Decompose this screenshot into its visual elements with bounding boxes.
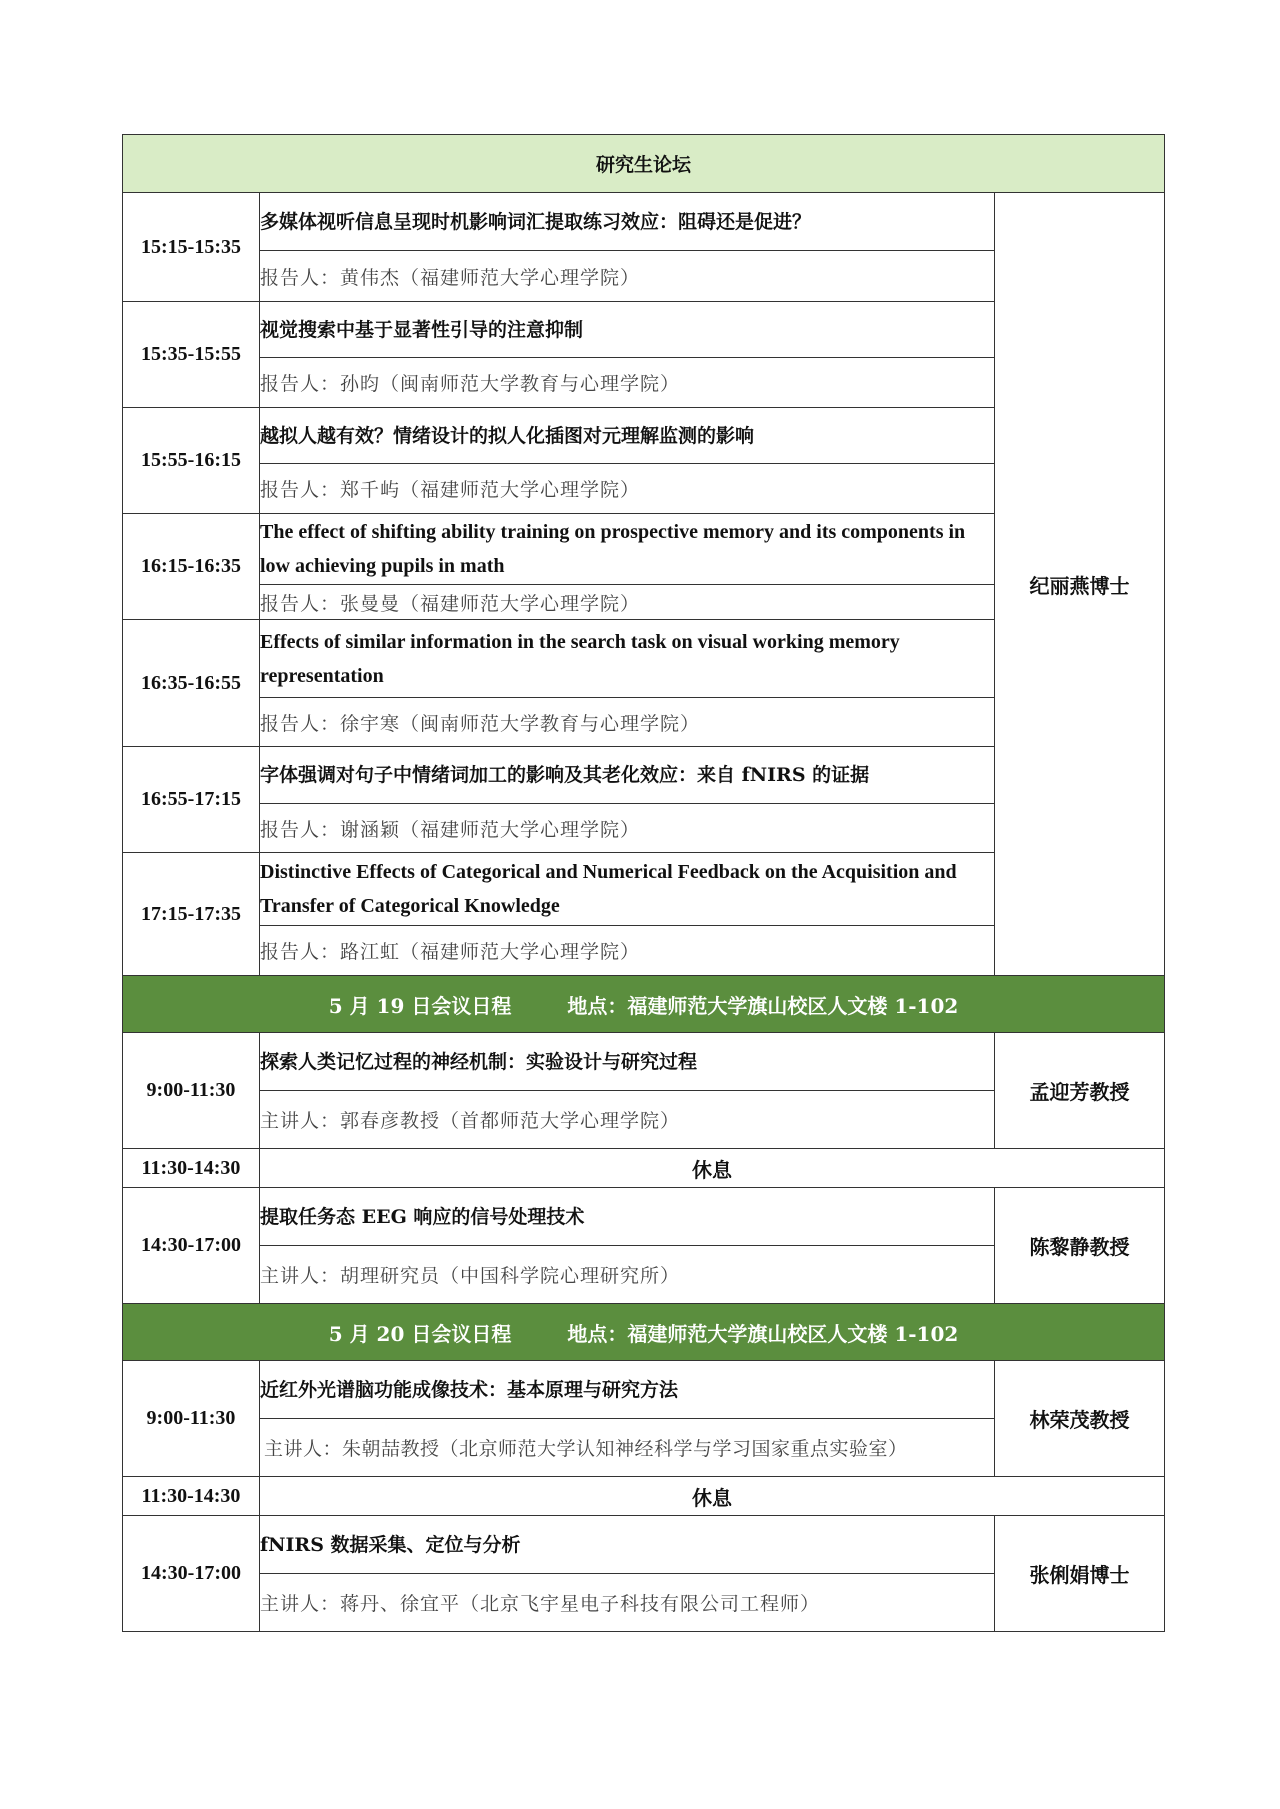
time-slot: 16:15-16:35: [123, 514, 260, 620]
talk-title: 字体强调对句子中情绪词加工的影响及其老化效应：来自 fNIRS 的证据: [260, 747, 995, 804]
time-slot: 17:15-17:35: [123, 853, 260, 976]
time-slot: 16:55-17:15: [123, 747, 260, 853]
forum-header: 研究生论坛: [123, 135, 1165, 193]
talk-title: 探索人类记忆过程的神经机制：实验设计与研究过程: [260, 1033, 995, 1091]
day19-session-1: [123, 1033, 1165, 1091]
day20-date: 5 月 20 日会议日程: [328, 1321, 512, 1346]
time-slot: 11:30-14:30: [123, 1149, 260, 1188]
forum-row-1: [123, 193, 1165, 251]
talk-speaker: 主讲人：蒋丹、徐宜平（北京飞宇星电子科技有限公司工程师）: [260, 1574, 995, 1632]
time-slot: 15:35-15:55: [123, 302, 260, 408]
day19-break-row: [123, 1149, 1165, 1188]
day19-session-2: [123, 1188, 1165, 1246]
day20-header-row: [123, 1304, 1165, 1361]
day20-session-1: [123, 1361, 1165, 1419]
time-slot: 15:55-16:15: [123, 408, 260, 514]
talk-speaker: 主讲人：胡理研究员（中国科学院心理研究所）: [260, 1246, 995, 1304]
day19-header: [123, 976, 1165, 1033]
schedule-table: [122, 134, 1165, 1632]
talk-title: 提取任务态 EEG 响应的信号处理技术: [260, 1188, 995, 1246]
talk-title: 近红外光谱脑功能成像技术：基本原理与研究方法: [260, 1361, 995, 1419]
talk-speaker: 报告人：谢涵颖（福建师范大学心理学院）: [260, 804, 995, 853]
time-slot: 16:35-16:55: [123, 620, 260, 747]
break-label: 休息: [260, 1149, 1165, 1188]
day20-break-row: [123, 1477, 1165, 1516]
day19-date: 5 月 19 日会议日程: [328, 993, 512, 1018]
day20-header: [123, 1304, 1165, 1361]
time-slot: 14:30-17:00: [123, 1516, 260, 1632]
day20-session-2: [123, 1516, 1165, 1574]
session-chair: 纪丽燕博士: [995, 193, 1165, 976]
time-slot: 11:30-14:30: [123, 1477, 260, 1516]
session-chair: 张俐娟博士: [995, 1516, 1165, 1632]
session-chair: 陈黎静教授: [995, 1188, 1165, 1304]
talk-speaker: 报告人：黄伟杰（福建师范大学心理学院）: [260, 251, 995, 302]
talk-speaker: 报告人：徐宇寒（闽南师范大学教育与心理学院）: [260, 698, 995, 747]
talk-speaker: 报告人：路江虹（福建师范大学心理学院）: [260, 926, 995, 976]
time-slot: 9:00-11:30: [123, 1033, 260, 1149]
talk-speaker: 报告人：郑千屿（福建师范大学心理学院）: [260, 464, 995, 514]
talk-title: 多媒体视听信息呈现时机影响词汇提取练习效应：阻碍还是促进？: [260, 193, 995, 251]
talk-title: The effect of shifting ability training on prospective memory and its components in low achieving pupils in math: [260, 514, 995, 585]
day19-header-row: [123, 976, 1165, 1033]
talk-title: 视觉搜索中基于显著性引导的注意抑制: [260, 302, 995, 358]
break-label: 休息: [260, 1477, 1165, 1516]
talk-speaker: 主讲人：朱朝喆教授（北京师范大学认知神经科学与学习国家重点实验室）: [260, 1419, 995, 1477]
time-slot: 14:30-17:00: [123, 1188, 260, 1304]
day20-location: 地点：福建师范大学旗山校区人文楼 1-102: [567, 1321, 959, 1346]
time-slot: 9:00-11:30: [123, 1361, 260, 1477]
talk-speaker: 报告人：孙昀（闽南师范大学教育与心理学院）: [260, 358, 995, 408]
forum-header-row: [123, 135, 1165, 193]
talk-speaker: 报告人：张曼曼（福建师范大学心理学院）: [260, 585, 995, 620]
time-slot: 15:15-15:35: [123, 193, 260, 302]
talk-title: Distinctive Effects of Categorical and Numerical Feedback on the Acquisition and Transfer of Categorical Knowledge: [260, 853, 995, 926]
session-chair: 孟迎芳教授: [995, 1033, 1165, 1149]
session-chair: 林荣茂教授: [995, 1361, 1165, 1477]
talk-speaker: 主讲人：郭春彦教授（首都师范大学心理学院）: [260, 1091, 995, 1149]
day19-location: 地点：福建师范大学旗山校区人文楼 1-102: [567, 993, 959, 1018]
talk-title: Effects of similar information in the search task on visual working memory representation: [260, 620, 995, 698]
talk-title: fNIRS 数据采集、定位与分析: [260, 1516, 995, 1574]
talk-title: 越拟人越有效？情绪设计的拟人化插图对元理解监测的影响: [260, 408, 995, 464]
